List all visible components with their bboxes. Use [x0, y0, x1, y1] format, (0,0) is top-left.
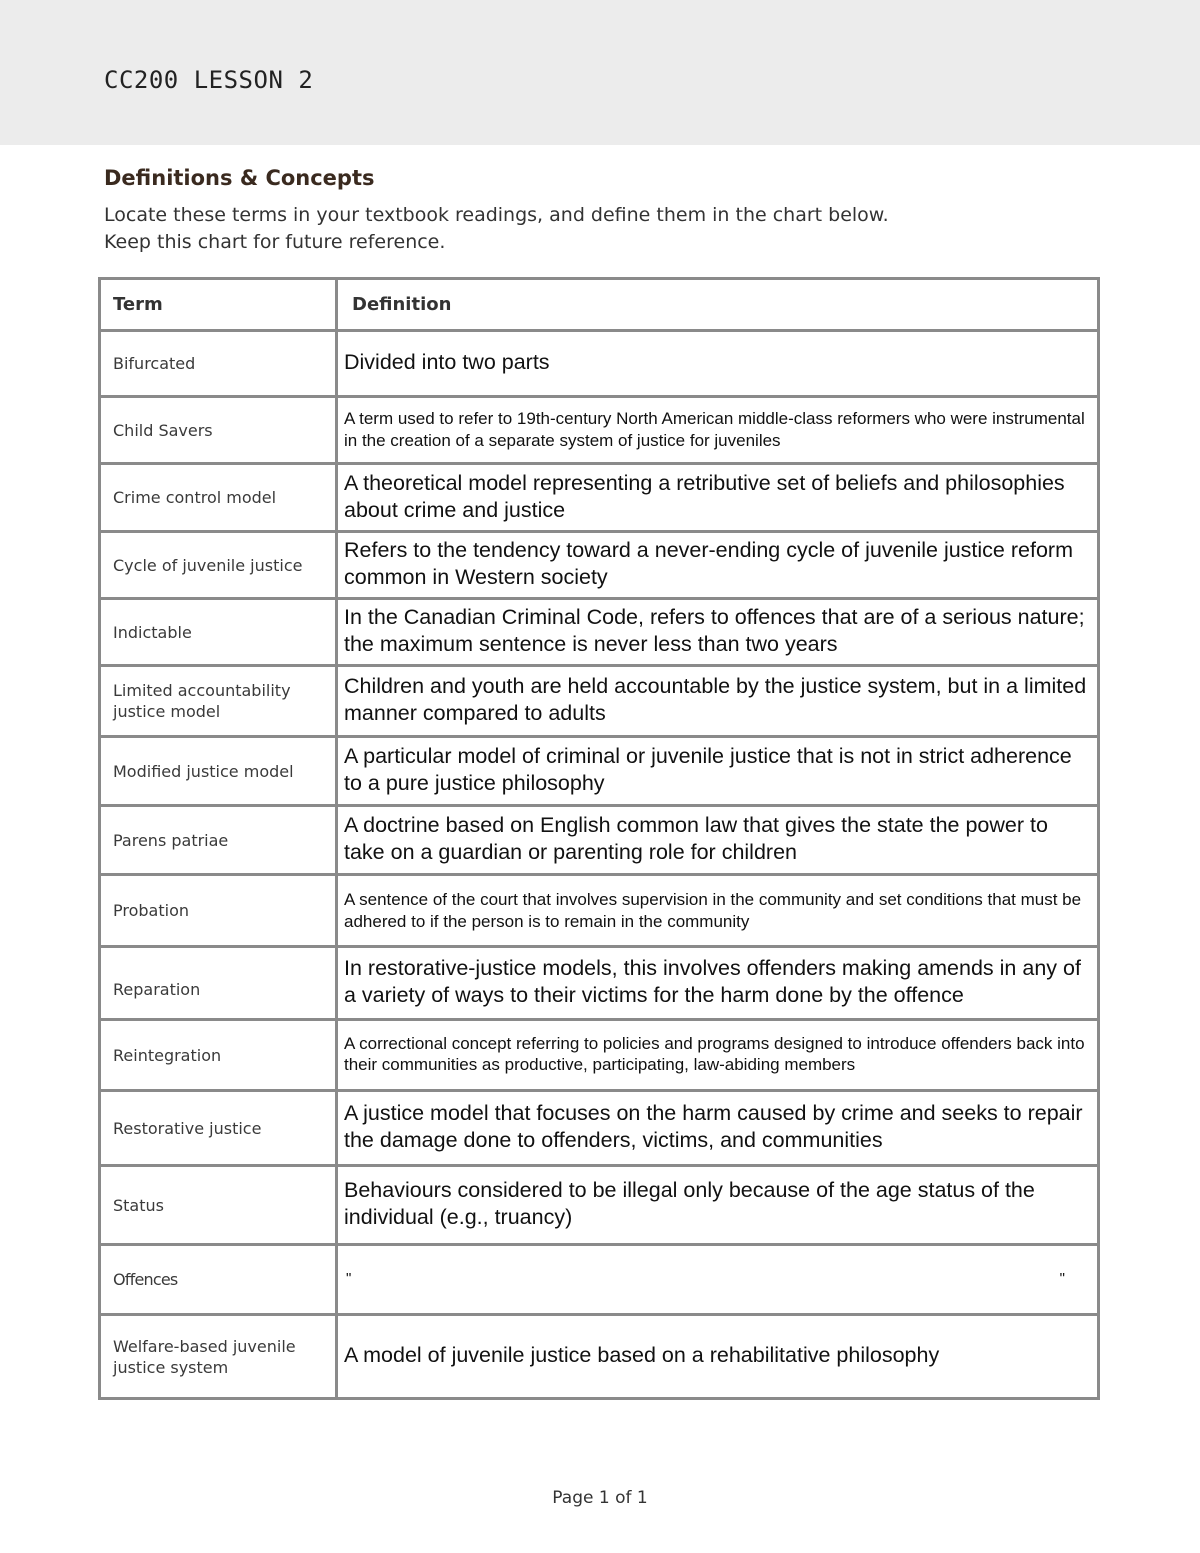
term-cell: Crime control model: [100, 464, 337, 532]
intro-line-2: Keep this chart for future reference.: [104, 231, 446, 253]
definition-cell[interactable]: A term used to refer to 19th-century North American middle-class reformers who were instrumental in the creation of a separate system of justice for juveniles: [337, 397, 1099, 464]
definition-cell[interactable]: Behaviours considered to be illegal only because of the age status of the individual (e.g., truancy): [337, 1166, 1099, 1245]
table-row: [100, 532, 1099, 599]
term-cell: Probation: [100, 875, 337, 947]
definition-cell[interactable]: Refers to the tendency toward a never-ending cycle of juvenile justice reform common in Western society: [337, 532, 1099, 599]
ditto-right: ": [1059, 1270, 1065, 1287]
term-cell: Offences: [100, 1245, 337, 1315]
definition-cell[interactable]: A doctrine based on English common law that gives the state the power to take on a guardian or parenting role for children: [337, 806, 1099, 875]
definition-cell[interactable]: [337, 1245, 1099, 1315]
table-row: [100, 397, 1099, 464]
term-cell: Cycle of juvenile justice: [100, 532, 337, 599]
term-cell: Bifurcated: [100, 331, 337, 397]
ditto-marks: [344, 1270, 1091, 1287]
definition-cell[interactable]: A theoretical model representing a retributive set of beliefs and philosophies about crime and justice: [337, 464, 1099, 532]
term-cell: Child Savers: [100, 397, 337, 464]
table-row: [100, 1245, 1099, 1315]
definitions-table: [98, 277, 1100, 1400]
table-row: [100, 947, 1099, 1020]
term-cell: Restorative justice: [100, 1091, 337, 1166]
definition-cell[interactable]: In the Canadian Criminal Code, refers to offences that are of a serious nature; the maximum sentence is never less than two years: [337, 599, 1099, 666]
definition-cell[interactable]: A model of juvenile justice based on a rehabilitative philosophy: [337, 1315, 1099, 1399]
table-row: [100, 1091, 1099, 1166]
document-title: CC200 LESSON 2: [104, 66, 314, 94]
definition-cell[interactable]: A sentence of the court that involves supervision in the community and set conditions that must be adhered to if the person is to remain in the community: [337, 875, 1099, 947]
term-cell: Reintegration: [100, 1020, 337, 1091]
intro-line-1: Locate these terms in your textbook readings, and define them in the chart below.: [104, 204, 889, 226]
term-cell: Limited accountability justice model: [100, 666, 337, 737]
definition-cell[interactable]: A justice model that focuses on the harm caused by crime and seeks to repair the damage done to offenders, victims, and communities: [337, 1091, 1099, 1166]
term-cell: Parens patriae: [100, 806, 337, 875]
term-cell: Reparation: [100, 947, 337, 1020]
definition-cell[interactable]: A particular model of criminal or juvenile justice that is not in strict adherence to a pure justice philosophy: [337, 737, 1099, 806]
table-header-row: [100, 279, 1099, 331]
term-cell: Modified justice model: [100, 737, 337, 806]
table-row: [100, 1315, 1099, 1399]
intro-text: [104, 202, 1104, 256]
column-header-term: Term: [100, 279, 337, 331]
term-cell: Welfare-based juvenile justice system: [100, 1315, 337, 1399]
section-heading: Definitions & Concepts: [104, 166, 375, 190]
ditto-left: ": [346, 1270, 352, 1287]
definition-cell[interactable]: A correctional concept referring to policies and programs designed to introduce offenders back into their communities as productive, participating, law-abiding members: [337, 1020, 1099, 1091]
definition-cell[interactable]: In restorative-justice models, this involves offenders making amends in any of a variety of ways to their victims for the harm done by the offence: [337, 947, 1099, 1020]
table-row: [100, 1020, 1099, 1091]
table-row: [100, 331, 1099, 397]
page-header: [0, 0, 1200, 145]
page-footer: Page 1 of 1: [552, 1488, 648, 1508]
table-row: [100, 599, 1099, 666]
column-header-definition: Definition: [337, 279, 1099, 331]
term-cell: Status: [100, 1166, 337, 1245]
table-row: [100, 737, 1099, 806]
table-row: [100, 806, 1099, 875]
table-row: [100, 875, 1099, 947]
definition-cell[interactable]: Children and youth are held accountable by the justice system, but in a limited manner compared to adults: [337, 666, 1099, 737]
table-row: [100, 464, 1099, 532]
definition-cell[interactable]: Divided into two parts: [337, 331, 1099, 397]
table-row: [100, 1166, 1099, 1245]
table-row: [100, 666, 1099, 737]
term-cell: Indictable: [100, 599, 337, 666]
